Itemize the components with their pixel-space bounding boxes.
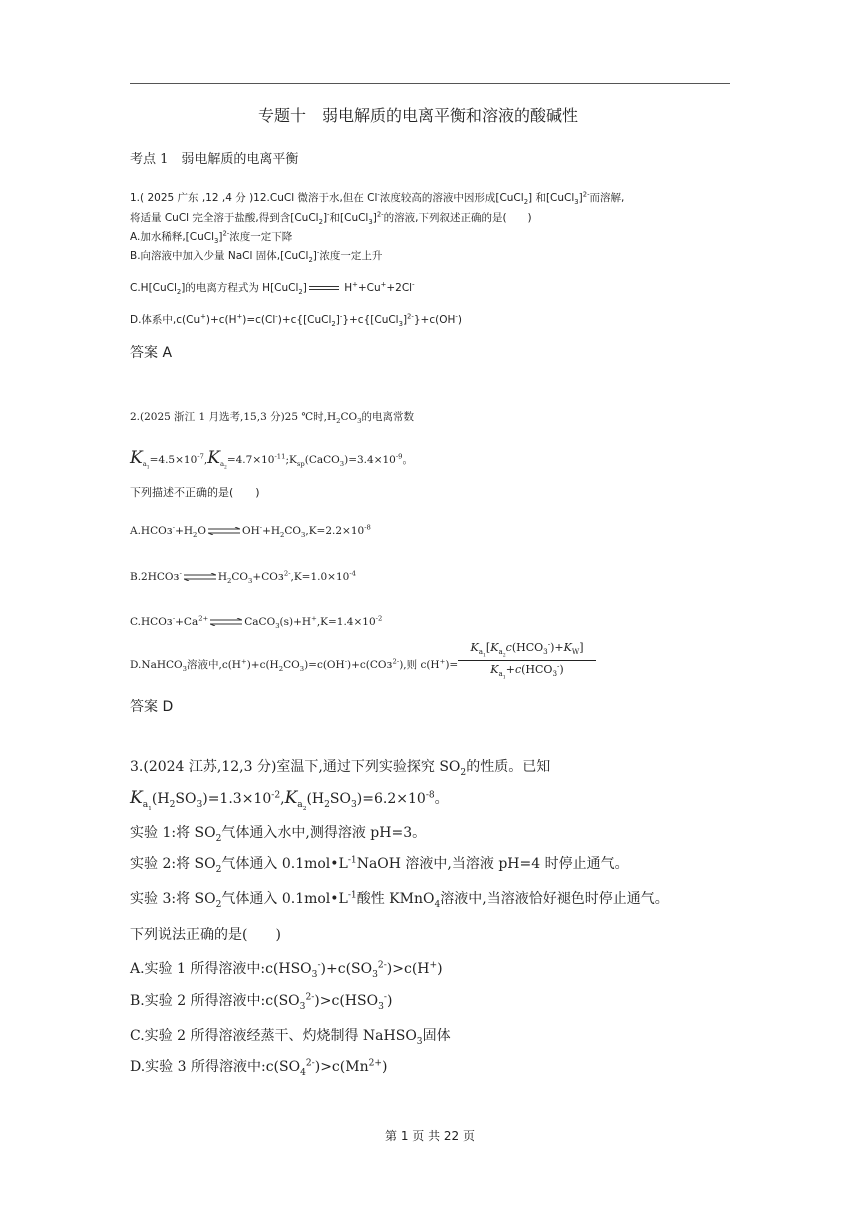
q2-stem-line1: 2.(2025 浙江 1 月选考,15,3 分)25 ℃时$,H_2CO_3$的电离常数 (130, 411, 414, 426)
q3-option-c: C.实验 2 所得溶液经蒸干、灼烧制得 NaHSO$_3$固体 (130, 1028, 451, 1047)
q1-option-b: B.向溶液中加入少量 NaCl 固体,[CuCl$_2$]-浓度一定上升 (130, 248, 383, 265)
q3-stem-line1: 3.(2024 江苏,12,3 分)室温下,通过下列实验探究 $SO_2$的性质。已知 (130, 759, 551, 778)
q1-stem-line1: 1.( 2025 广东 ,12 ,4 分 )12.CuCl 微溶于水,但在 Cl-浓度较高的溶液中因形成[CuCl$_2$] 和[CuCl$_3$]$^{2-}$而溶解, (130, 190, 625, 207)
page-footer: 第 1 页 共 22 页 (385, 1129, 475, 1143)
header-rule (130, 83, 730, 84)
q2-constants: $K_{a_1}=4.5\times 10^{-7},K_{a_2}=4.7\times 10^{-11};K_{sp}(CaCO_3)=3.4\times 10^{-9}$。 (130, 448, 414, 471)
q3-experiment-1: 实验 1:将 $SO_2$气体通入水中,测得溶液 pH=3。 (130, 825, 427, 844)
page-title: 专题十 弱电解质的电离平衡和溶液的酸碱性 (258, 106, 579, 125)
q1-option-a: A.加水稀释,[CuCl$_3$]$^{2-}$浓度一定下降 (130, 229, 293, 246)
q3-prompt: 下列说法正确的是( ) (130, 927, 281, 943)
q2-option-a: $A.HCO_3^-+H_2O$ $OH^-+H_2CO_3,K=2.2\times 10^{-8}$ (130, 520, 371, 540)
q1-option-d: D.体系中,c(Cu+)+c(H+)=c(Cl-)+c{[CuCl$_2$]-}+c{[CuCl$_3$]$^{2-}$}+c(OH-) (130, 312, 462, 329)
section-heading: 考点 1 弱电解质的电离平衡 (130, 152, 299, 167)
q3-option-d: D.实验 3 所得溶液中$:c(SO_4^{2-})>c(Mn^{2+})$ (130, 1058, 388, 1078)
q2-answer: 答案 D (130, 699, 174, 715)
equilibrium-arrow-icon (210, 618, 242, 626)
q1-answer: 答案 A (130, 345, 173, 361)
q3-constants: $K_{a_1}(H_2SO_3)=1.3\times 10^{-2},K_{a_2}(H_2SO_3)=6.2\times 10^{-8}$。 (130, 788, 449, 812)
equilibrium-arrow-icon (184, 573, 216, 581)
q1-option-c: C.H[CuCl$_2$]的电离方程式为 H[CuCl$_2$] H++Cu++2Cl- (130, 280, 415, 297)
q1-stem-line2: 将适量 CuCl 完全溶于盐酸,得到含[CuCl$_2$]-和[CuCl$_3$]$^{2-}$的溶液,下列叙述正确的是( ) (130, 210, 532, 227)
q3-option-a: A.实验 1 所得溶液中$:c(HSO_3^-)+c(SO_3^{2-})>c(H^+)$ (130, 960, 443, 980)
equals-arrow-icon (309, 285, 339, 291)
q2-option-d: D.NaHCO$_3$溶液中$,c(H^+)+c(H_2CO_3)=c(OH^-)+c(CO_3^{2-})$,则 c(H+)= (130, 654, 459, 674)
q3-option-b: B.实验 2 所得溶液中$:c(SO_3^{2-})>c(HSO_3^-)$ (130, 992, 393, 1012)
q2-fraction: $K_{a_1}[K_{a_2}c(HCO_3^-)+K_W]$ $K_{a_1}+c(HCO_3^-)$ (458, 641, 596, 678)
q3-experiment-3: 实验 3:将 $SO_2$气体通入 $0.1mol•L^{-1}$酸性 KMnO$_4$溶液中,当溶液恰好褪色时停止通气。 (130, 890, 669, 910)
equilibrium-arrow-icon (208, 527, 240, 535)
q2-prompt: 下列描述不正确的是( ) (130, 486, 260, 499)
q2-option-c: $C.HCO_3^-+Ca^{2+}$ $CaCO_3(s)+H^+,K=1.4\times 10^{-2}$ (130, 611, 383, 631)
q3-experiment-2: 实验 2:将 $SO_2$气体通入 $0.1mol•L^{-1}NaOH$ 溶液中,当溶液 pH=4 时停止通气。 (130, 855, 629, 875)
q2-option-b: B.2HCO₃- $H_2CO_3+CO_3^{2-},K=1.0\times 10^{-4}$ (130, 566, 356, 586)
